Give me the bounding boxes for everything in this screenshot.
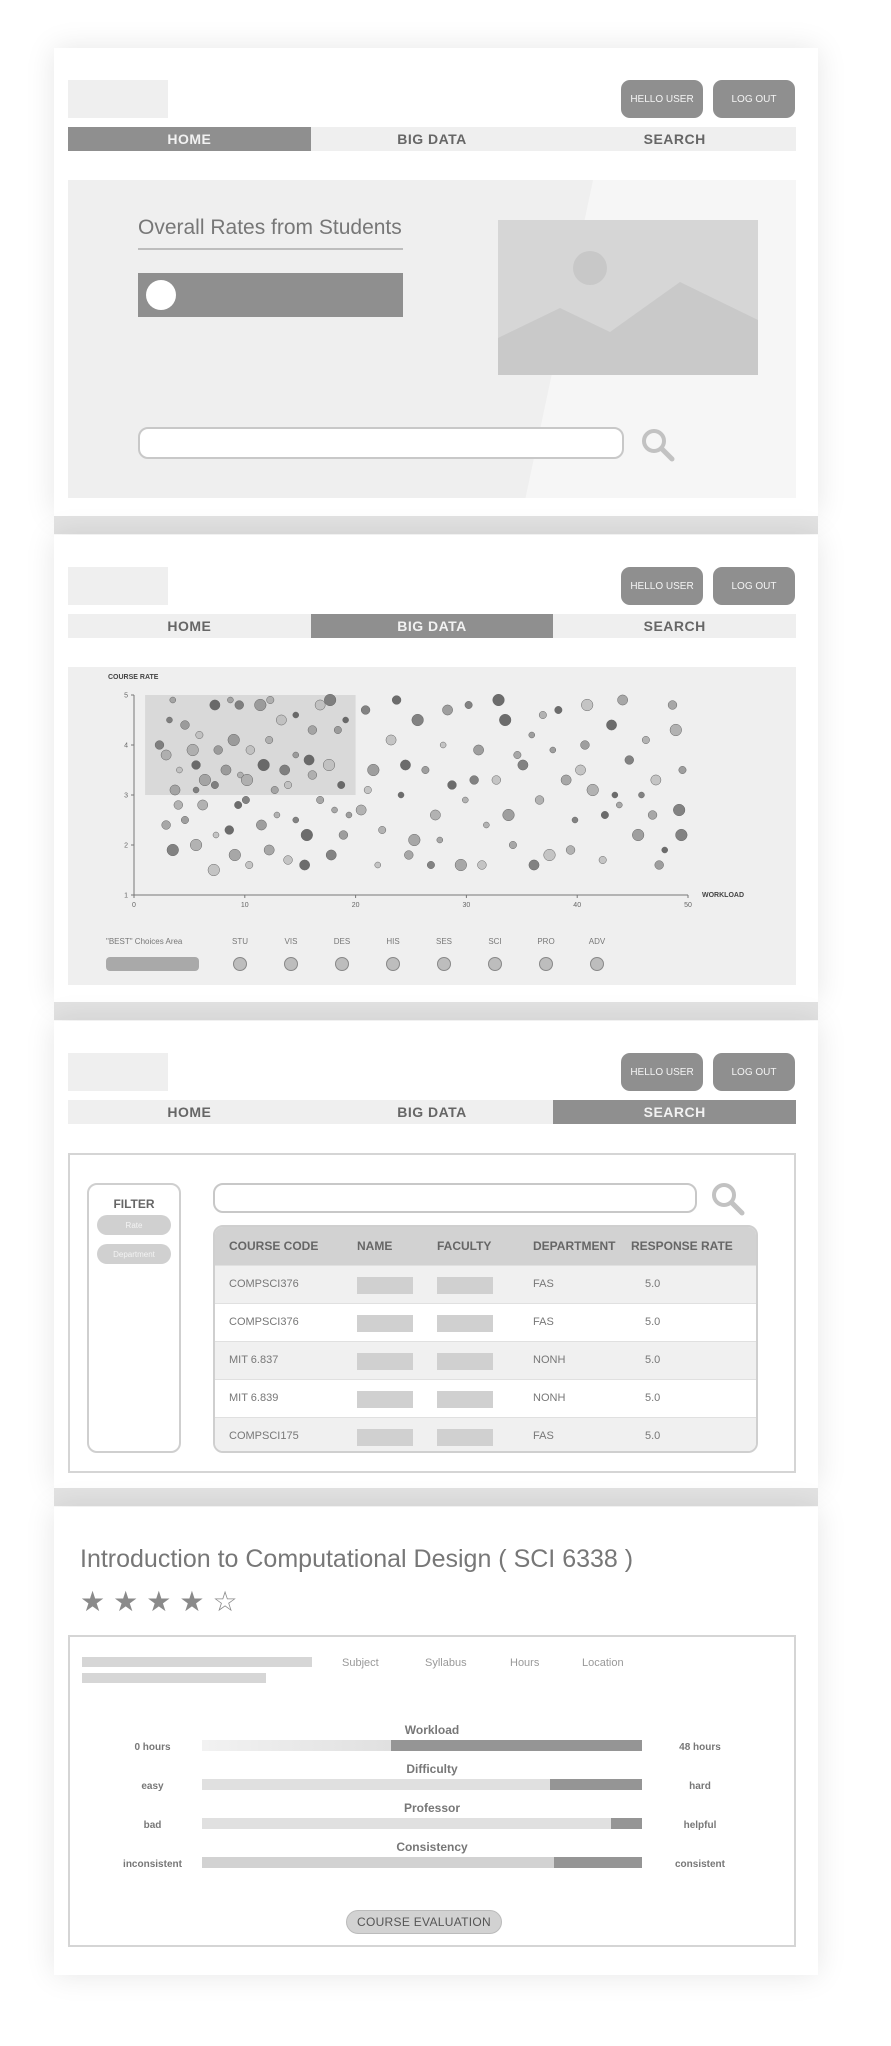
x-tick-label: 10 bbox=[240, 902, 249, 909]
category-toggle-his[interactable] bbox=[386, 957, 400, 971]
data-point bbox=[246, 861, 253, 868]
data-point bbox=[412, 714, 424, 726]
tab-location[interactable]: Location bbox=[582, 1657, 624, 1669]
hello-user-button[interactable]: HELLO USER bbox=[621, 567, 703, 605]
data-point bbox=[334, 726, 341, 733]
data-point bbox=[430, 810, 440, 820]
course-search-input[interactable] bbox=[213, 1183, 697, 1213]
data-point bbox=[673, 804, 685, 816]
tab-search[interactable]: SEARCH bbox=[643, 131, 706, 147]
data-point bbox=[361, 706, 370, 715]
course-evaluation-card bbox=[68, 1635, 796, 1947]
data-point bbox=[493, 694, 505, 706]
data-point bbox=[483, 822, 489, 828]
data-point bbox=[440, 742, 446, 748]
logo-placeholder[interactable] bbox=[68, 80, 168, 118]
tab-big-data[interactable]: BIG DATA bbox=[397, 1104, 467, 1120]
data-point bbox=[409, 834, 421, 846]
cell-course-code: MIT 6.837 bbox=[229, 1354, 279, 1366]
filter-chip-department[interactable]: Department bbox=[97, 1244, 171, 1264]
category-label-sci: SCI bbox=[488, 937, 502, 946]
nav-bar bbox=[68, 127, 796, 151]
y-tick-label: 4 bbox=[124, 742, 128, 750]
data-point bbox=[616, 802, 622, 808]
column-course-code[interactable]: COURSE CODE bbox=[229, 1239, 319, 1253]
data-point bbox=[170, 697, 176, 703]
metric-consistency-max: consistent bbox=[674, 1859, 725, 1870]
star-empty-icon[interactable]: ☆ bbox=[212, 1586, 246, 1617]
cell-faculty-placeholder bbox=[437, 1353, 493, 1370]
data-point bbox=[174, 801, 183, 810]
data-point bbox=[437, 837, 443, 843]
data-point bbox=[326, 850, 336, 860]
data-point bbox=[618, 695, 628, 705]
data-point bbox=[267, 696, 274, 703]
cell-course-code: COMPSCI376 bbox=[229, 1316, 299, 1328]
cell-response-rate: 5.0 bbox=[645, 1430, 661, 1442]
data-point bbox=[638, 792, 644, 798]
data-point bbox=[499, 714, 511, 726]
data-point bbox=[300, 860, 310, 870]
star-rating[interactable] bbox=[80, 1585, 246, 1618]
data-point bbox=[404, 851, 413, 860]
best-area-label: "BEST" Choices Area bbox=[106, 937, 183, 946]
big-data-content bbox=[68, 667, 796, 985]
cell-response-rate: 5.0 bbox=[645, 1278, 661, 1290]
data-point bbox=[462, 797, 468, 803]
data-point bbox=[211, 781, 218, 788]
star-filled-icon[interactable]: ★ bbox=[113, 1586, 147, 1617]
logo-placeholder[interactable] bbox=[68, 1053, 168, 1091]
category-label-his: HIS bbox=[386, 937, 400, 946]
logout-button[interactable]: LOG OUT bbox=[713, 567, 795, 605]
metric-workload-min: 0 hours bbox=[134, 1742, 171, 1753]
category-toggle-pro[interactable] bbox=[539, 957, 553, 971]
data-point bbox=[221, 765, 231, 775]
data-point bbox=[265, 736, 272, 743]
nav-bar bbox=[68, 1100, 796, 1124]
data-point bbox=[509, 841, 516, 848]
data-point bbox=[234, 801, 241, 808]
data-point bbox=[284, 781, 291, 788]
x-tick-label: 20 bbox=[351, 902, 360, 909]
nav-bar bbox=[68, 614, 796, 638]
data-point bbox=[492, 776, 501, 785]
data-point bbox=[670, 724, 682, 736]
star-filled-icon[interactable]: ★ bbox=[146, 1586, 180, 1617]
data-point bbox=[229, 849, 241, 861]
data-point bbox=[308, 726, 317, 735]
data-point bbox=[258, 759, 270, 771]
filter-panel bbox=[87, 1183, 181, 1453]
data-point bbox=[400, 760, 410, 770]
data-point bbox=[192, 761, 201, 770]
results-table bbox=[213, 1225, 758, 1453]
tab-home[interactable]: HOME bbox=[167, 618, 212, 634]
star-filled-icon[interactable]: ★ bbox=[80, 1586, 114, 1617]
data-point bbox=[199, 774, 211, 786]
image-placeholder-icon bbox=[498, 220, 758, 375]
metric-professor-max: helpful bbox=[683, 1820, 717, 1831]
search-icon[interactable] bbox=[710, 1181, 746, 1222]
logout-button[interactable]: LOG OUT bbox=[713, 1053, 795, 1091]
cell-faculty-placeholder bbox=[437, 1315, 493, 1332]
section-separator bbox=[54, 516, 818, 534]
logo-placeholder[interactable] bbox=[68, 567, 168, 605]
data-point bbox=[228, 734, 240, 746]
data-point bbox=[581, 699, 593, 711]
data-point bbox=[599, 856, 606, 863]
tab-subject[interactable]: Subject bbox=[342, 1657, 379, 1669]
filter-chip-rate[interactable]: Rate bbox=[97, 1215, 171, 1235]
data-point bbox=[529, 732, 535, 738]
cell-department: FAS bbox=[533, 1278, 554, 1290]
y-tick-label: 2 bbox=[124, 842, 128, 850]
data-point bbox=[316, 796, 323, 803]
data-point bbox=[535, 796, 544, 805]
metric-difficulty-fill bbox=[550, 1779, 642, 1790]
data-point bbox=[648, 811, 657, 820]
data-point bbox=[276, 715, 286, 725]
y-tick-label: 1 bbox=[124, 892, 128, 900]
cell-name-placeholder bbox=[357, 1391, 413, 1408]
cell-response-rate: 5.0 bbox=[645, 1392, 661, 1404]
data-point bbox=[170, 785, 180, 795]
data-point bbox=[308, 771, 317, 780]
home-search-input[interactable] bbox=[138, 427, 624, 459]
data-point bbox=[304, 755, 314, 765]
data-point bbox=[208, 864, 220, 876]
table-row[interactable] bbox=[215, 1265, 756, 1304]
data-point bbox=[337, 781, 344, 788]
data-point bbox=[679, 766, 686, 773]
data-point bbox=[448, 781, 457, 790]
data-point bbox=[606, 720, 616, 730]
cell-name-placeholder bbox=[357, 1429, 413, 1446]
data-point bbox=[255, 699, 267, 711]
data-point bbox=[422, 766, 429, 773]
metric-consistency-fill bbox=[554, 1857, 642, 1868]
data-point bbox=[386, 735, 396, 745]
category-label-ses: SES bbox=[435, 937, 452, 946]
metric-workload-max: 48 hours bbox=[679, 1742, 721, 1753]
category-toggle-des[interactable] bbox=[335, 957, 349, 971]
data-point bbox=[225, 826, 234, 835]
logout-button[interactable]: LOG OUT bbox=[713, 80, 795, 118]
cell-response-rate: 5.0 bbox=[645, 1316, 661, 1328]
metric-difficulty-min: easy bbox=[141, 1781, 164, 1792]
data-point bbox=[539, 711, 546, 718]
data-point bbox=[190, 839, 202, 851]
category-toggle-stu[interactable] bbox=[233, 957, 247, 971]
data-point bbox=[465, 701, 472, 708]
data-point bbox=[339, 831, 348, 840]
data-point bbox=[478, 861, 487, 870]
big-data-screen bbox=[54, 535, 818, 1002]
metric-consistency-bar bbox=[202, 1857, 642, 1868]
image-placeholder bbox=[498, 220, 758, 375]
star-filled-icon[interactable]: ★ bbox=[179, 1586, 213, 1617]
hello-user-button[interactable]: HELLO USER bbox=[621, 1053, 703, 1091]
table-row[interactable] bbox=[215, 1417, 756, 1453]
data-point bbox=[676, 829, 688, 841]
data-point bbox=[246, 746, 255, 755]
data-point bbox=[612, 792, 618, 798]
data-point bbox=[198, 800, 208, 810]
cell-faculty-placeholder bbox=[437, 1429, 493, 1446]
tab-home[interactable]: HOME bbox=[167, 1104, 212, 1120]
data-point bbox=[655, 861, 664, 870]
data-point bbox=[235, 701, 244, 710]
metric-workload-fill bbox=[391, 1740, 642, 1751]
metric-difficulty-max: hard bbox=[689, 1781, 711, 1792]
category-label-pro: PRO bbox=[537, 937, 555, 946]
table-row[interactable] bbox=[215, 1379, 756, 1418]
data-point bbox=[581, 741, 590, 750]
course-detail-screen bbox=[54, 1507, 818, 1975]
cell-department: NONH bbox=[533, 1354, 566, 1366]
metric-workload-bar bbox=[202, 1740, 642, 1751]
table-row[interactable] bbox=[215, 1303, 756, 1342]
data-point bbox=[324, 694, 336, 706]
data-point bbox=[301, 829, 313, 841]
data-point bbox=[514, 751, 521, 758]
data-point bbox=[550, 747, 556, 753]
category-label-des: DES bbox=[333, 937, 351, 946]
cell-department: NONH bbox=[533, 1392, 566, 1404]
tab-big-data[interactable]: BIG DATA bbox=[397, 131, 467, 147]
data-point bbox=[346, 812, 352, 818]
x-tick-label: 0 bbox=[132, 902, 136, 909]
course-evaluation-button[interactable]: COURSE EVALUATION bbox=[346, 1910, 502, 1934]
cell-faculty-placeholder bbox=[437, 1391, 493, 1408]
data-point bbox=[271, 786, 278, 793]
hello-user-button[interactable]: HELLO USER bbox=[621, 80, 703, 118]
data-point bbox=[155, 741, 164, 750]
cell-name-placeholder bbox=[357, 1353, 413, 1370]
table-row[interactable] bbox=[215, 1341, 756, 1380]
data-point bbox=[323, 759, 335, 771]
data-point bbox=[587, 784, 599, 796]
data-point bbox=[274, 812, 280, 818]
data-point bbox=[668, 701, 677, 710]
home-screen bbox=[54, 48, 818, 516]
data-point bbox=[343, 717, 349, 723]
metric-professor-fill bbox=[611, 1818, 642, 1829]
tab-hours[interactable]: Hours bbox=[510, 1657, 540, 1669]
data-point bbox=[455, 859, 467, 871]
data-point bbox=[561, 775, 571, 785]
y-tick-label: 5 bbox=[124, 692, 128, 700]
text-placeholder-line bbox=[82, 1673, 266, 1683]
data-point bbox=[167, 844, 179, 856]
data-point bbox=[601, 811, 608, 818]
section-separator bbox=[54, 1488, 818, 1506]
data-point bbox=[210, 700, 220, 710]
y-tick-label: 3 bbox=[124, 792, 128, 800]
data-point bbox=[544, 849, 556, 861]
metric-professor-bar bbox=[202, 1818, 642, 1829]
data-point bbox=[662, 847, 668, 853]
cell-name-placeholder bbox=[357, 1277, 413, 1294]
data-point bbox=[181, 816, 188, 823]
data-point bbox=[364, 786, 371, 793]
data-point bbox=[392, 696, 401, 705]
data-point bbox=[214, 746, 223, 755]
tab-syllabus[interactable]: Syllabus bbox=[425, 1657, 467, 1669]
data-point bbox=[213, 832, 219, 838]
metric-consistency-min: inconsistent bbox=[123, 1859, 182, 1870]
data-point bbox=[162, 821, 171, 830]
data-point bbox=[442, 705, 452, 715]
data-point bbox=[651, 775, 661, 785]
category-label-stu: STU bbox=[232, 937, 248, 946]
x-tick-label: 40 bbox=[573, 902, 582, 909]
data-point bbox=[632, 829, 644, 841]
data-point bbox=[242, 796, 249, 803]
data-point bbox=[161, 750, 171, 760]
data-point bbox=[356, 805, 366, 815]
x-tick-label: 30 bbox=[462, 902, 471, 909]
x-tick-label: 50 bbox=[684, 902, 692, 909]
category-toggle-adv[interactable] bbox=[590, 957, 604, 971]
category-toggle-vis[interactable] bbox=[284, 957, 298, 971]
y-axis-label: COURSE RATE bbox=[108, 674, 159, 681]
slider-knob[interactable] bbox=[146, 280, 176, 310]
tab-big-data[interactable]: BIG DATA bbox=[311, 614, 554, 638]
cell-course-code: COMPSCI175 bbox=[229, 1430, 299, 1442]
data-point bbox=[227, 697, 233, 703]
cell-department: FAS bbox=[533, 1430, 554, 1442]
data-point bbox=[575, 765, 585, 775]
data-point bbox=[241, 774, 253, 786]
data-point bbox=[555, 706, 562, 713]
tab-home[interactable]: HOME bbox=[68, 127, 311, 151]
table-header bbox=[215, 1227, 756, 1265]
data-point bbox=[518, 760, 528, 770]
hero-title: Overall Rates from Students bbox=[138, 216, 402, 239]
column-name[interactable]: NAME bbox=[357, 1239, 393, 1253]
column-faculty[interactable]: FACULTY bbox=[437, 1239, 492, 1253]
data-point bbox=[284, 856, 293, 865]
tab-search[interactable]: SEARCH bbox=[643, 618, 706, 634]
data-point bbox=[529, 860, 539, 870]
search-results-area bbox=[68, 1153, 796, 1473]
column-department[interactable]: DEPARTMENT bbox=[533, 1239, 616, 1253]
data-point bbox=[256, 820, 266, 830]
data-point bbox=[293, 712, 299, 718]
cell-course-code: MIT 6.839 bbox=[229, 1392, 279, 1404]
data-point bbox=[470, 776, 479, 785]
data-point bbox=[196, 731, 203, 738]
data-point bbox=[280, 765, 290, 775]
data-point bbox=[625, 756, 634, 765]
cell-faculty-placeholder bbox=[437, 1277, 493, 1294]
metric-difficulty-title: Difficulty bbox=[406, 1762, 458, 1776]
data-point bbox=[293, 817, 299, 823]
cell-response-rate: 5.0 bbox=[645, 1354, 661, 1366]
data-point bbox=[375, 862, 381, 868]
data-point bbox=[293, 752, 299, 758]
cell-department: FAS bbox=[533, 1316, 554, 1328]
data-point bbox=[315, 700, 325, 710]
cell-course-code: COMPSCI376 bbox=[229, 1278, 299, 1290]
home-hero bbox=[68, 180, 796, 498]
x-axis-label: WORKLOAD bbox=[702, 892, 744, 899]
filter-title: FILTER bbox=[113, 1197, 155, 1211]
metric-difficulty-bar bbox=[202, 1779, 642, 1790]
category-toggle-ses[interactable] bbox=[437, 957, 451, 971]
search-screen bbox=[54, 1021, 818, 1488]
data-point bbox=[642, 736, 649, 743]
data-point bbox=[427, 861, 434, 868]
data-point bbox=[187, 744, 199, 756]
data-point bbox=[181, 721, 190, 730]
data-point bbox=[503, 809, 515, 821]
overall-rate-slider[interactable] bbox=[138, 273, 403, 317]
section-separator bbox=[54, 1002, 818, 1020]
data-point bbox=[193, 787, 199, 793]
data-point bbox=[398, 792, 404, 798]
data-point bbox=[473, 745, 483, 755]
data-point bbox=[264, 845, 274, 855]
text-placeholder-line bbox=[82, 1657, 312, 1667]
data-point bbox=[566, 846, 575, 855]
search-icon[interactable] bbox=[640, 427, 676, 468]
data-point bbox=[332, 807, 338, 813]
category-label-vis: VIS bbox=[284, 937, 298, 946]
column-response-rate[interactable]: RESPONSE RATE bbox=[631, 1239, 733, 1253]
data-point bbox=[166, 717, 172, 723]
course-title: Introduction to Computational Design ( SCI 6338 ) bbox=[80, 1545, 634, 1573]
data-point bbox=[572, 817, 578, 823]
category-label-adv: ADV bbox=[588, 937, 606, 946]
cell-name-placeholder bbox=[357, 1315, 413, 1332]
category-toggle-sci[interactable] bbox=[488, 957, 502, 971]
metric-professor-title: Professor bbox=[403, 1801, 461, 1815]
data-point bbox=[368, 764, 380, 776]
hero-divider bbox=[138, 248, 403, 250]
tab-search[interactable]: SEARCH bbox=[553, 1100, 796, 1124]
metric-workload-title: Workload bbox=[404, 1723, 460, 1737]
metric-consistency-title: Consistency bbox=[396, 1840, 468, 1854]
best-area-toggle[interactable] bbox=[106, 957, 199, 971]
data-point bbox=[176, 767, 182, 773]
metric-professor-min: bad bbox=[143, 1820, 162, 1831]
data-point bbox=[378, 826, 385, 833]
